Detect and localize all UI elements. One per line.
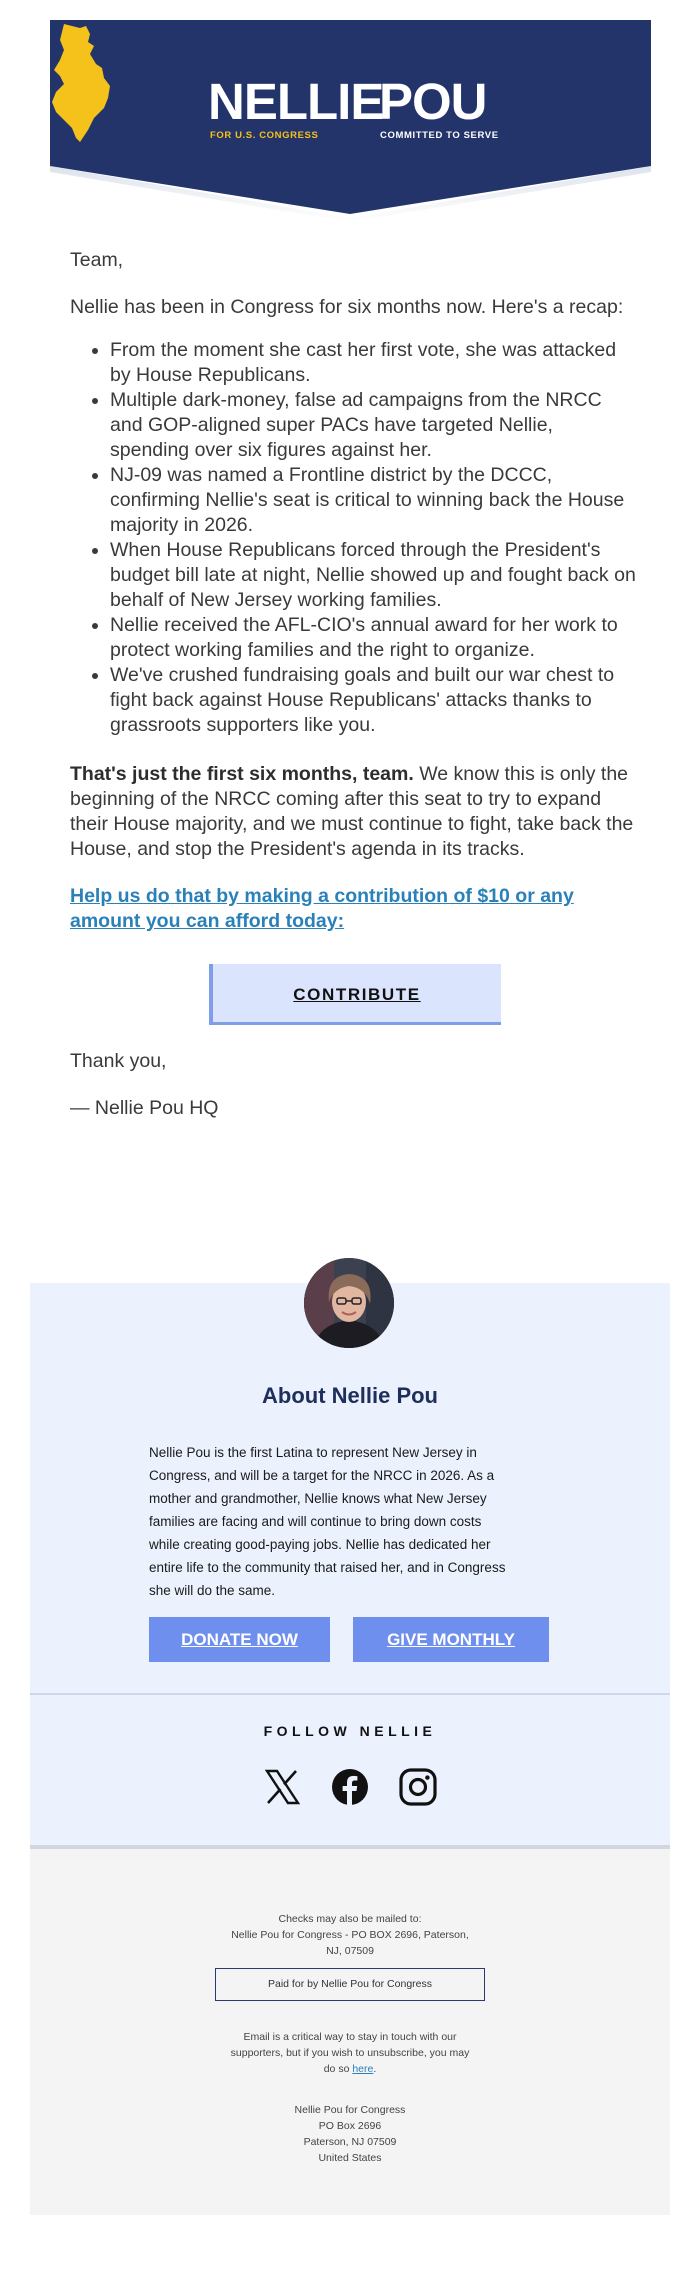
- address-city: Paterson, NJ 07509: [303, 2136, 397, 2148]
- new-jersey-map-icon: [50, 20, 114, 146]
- header-banner: [50, 20, 651, 220]
- logo-tagline-right: COMMITTED TO SERVE: [380, 130, 499, 141]
- logo-first-name: NELLIE: [208, 73, 384, 130]
- give-monthly-button[interactable]: GIVE MONTHLY: [353, 1617, 549, 1662]
- list-item: • When House Republicans forced through the President's budget bill late at night, Nellie showed up and fought back on behalf of New Jersey working families.: [110, 538, 636, 613]
- unsubscribe-copy: Email is a critical way to stay in touch with our supporters, but if you wish to unsubscribe, you may do so: [230, 2031, 470, 2075]
- mailing-address: Nellie Pou for Congress - PO BOX 2696, Paterson, NJ, 07509: [231, 1929, 469, 1957]
- follow-title: FOLLOW NELLIE: [263, 1723, 437, 1739]
- sign-off: Thank you,: [70, 1050, 167, 1072]
- list-item: • From the moment she cast her first vote, she was attacked by House Republicans.: [110, 338, 636, 388]
- logo-last-name: POU: [379, 73, 487, 130]
- unsubscribe-end: .: [373, 2063, 377, 2075]
- mailing-info: [30, 1911, 670, 1959]
- closing-text: We know this is only the beginning of the NRCC coming after this seat to try to expand their House majority, and we must continue to fight, take back the House, and stop the President's agenda in its tracks.: [70, 763, 634, 860]
- contribute-button[interactable]: CONTRIBUTE: [209, 964, 501, 1025]
- signature: — Nellie Pou HQ: [70, 1097, 219, 1119]
- list-item: • Multiple dark-money, false ad campaigns from the NRCC and GOP-aligned super PACs have targeted Nellie, spending over six figures against her.: [110, 388, 636, 463]
- mailing-label: Checks may also be mailed to:: [278, 1913, 422, 1925]
- footer-address: [30, 2102, 670, 2166]
- x-icon[interactable]: [263, 1768, 301, 1806]
- contribute-wrapper: [70, 964, 636, 1025]
- avatar: [304, 1258, 394, 1348]
- contribution-link[interactable]: Help us do that by making a contribution of $10 or any amount you can afford today:: [70, 885, 574, 932]
- address-country: United States: [318, 2152, 382, 2164]
- list-item: • Nellie received the AFL-CIO's annual award for her work to protect working families and the right to organize.: [110, 613, 636, 663]
- facebook-icon[interactable]: [331, 1768, 369, 1806]
- footer: [30, 1849, 670, 2215]
- follow-section: [30, 1695, 670, 1845]
- list-item: • We've crushed fundraising goals and built our war chest to fight back against House Republicans' attacks thanks to grassroots supporters like you.: [110, 663, 636, 738]
- logo-left: [208, 73, 384, 141]
- email-body: [70, 248, 636, 1143]
- paid-for-disclaimer: Paid for by Nellie Pou for Congress: [215, 1968, 485, 2001]
- logo-right: [379, 73, 539, 141]
- intro-paragraph: Nellie has been in Congress for six months now. Here's a recap:: [70, 296, 624, 318]
- recap-list: [110, 338, 636, 738]
- address-name: Nellie Pou for Congress: [294, 2104, 406, 2116]
- about-title: About Nellie Pou: [262, 1383, 438, 1408]
- portrait-image: [304, 1258, 394, 1348]
- unsubscribe-text: [30, 2029, 670, 2077]
- about-text: Nellie Pou is the first Latina to represent New Jersey in Congress, and will be a target for the NRCC in 2026. As a mother and grandmother, Nellie knows what New Jersey families are facing and will continue to bring down costs while creating good-paying jobs. Nellie has dedicated her entire life to the community that raised her, and in Congress she will do the same.: [149, 1445, 506, 1598]
- greeting: Team,: [70, 249, 124, 271]
- list-item: • NJ-09 was named a Frontline district by the DCCC, confirming Nellie's seat is critical to winning back the House majority in 2026.: [110, 463, 636, 538]
- instagram-icon[interactable]: [399, 1768, 437, 1806]
- closing-paragraph: [70, 762, 636, 862]
- unsubscribe-link[interactable]: here: [352, 2063, 374, 2075]
- donate-now-button[interactable]: DONATE NOW: [149, 1617, 330, 1662]
- closing-bold: That's just the first six months, team.: [70, 763, 414, 785]
- logo-tagline-left: FOR U.S. CONGRESS: [210, 130, 319, 141]
- address-box: PO Box 2696: [318, 2120, 382, 2132]
